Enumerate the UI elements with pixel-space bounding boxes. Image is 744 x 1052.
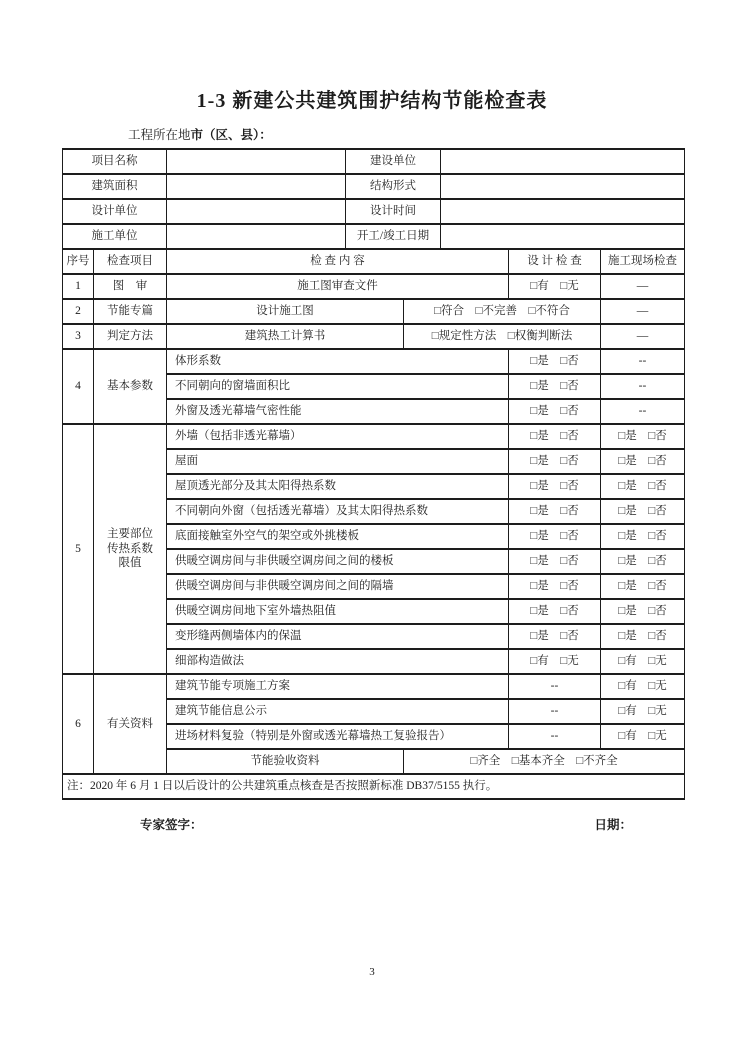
info-label: 结构形式 [346, 174, 441, 199]
table-row [63, 174, 685, 199]
design-check-options: □是 □否 [509, 399, 601, 424]
site-check-value: -- [601, 374, 685, 399]
info-label: 项目名称 [63, 149, 167, 174]
design-check-options: □是 □否 [509, 549, 601, 574]
row-content: 不同朝向外窗（包括透光幕墙）及其太阳得热系数 [167, 499, 509, 524]
table-row [63, 274, 685, 299]
row-content: 屋面 [167, 449, 509, 474]
table-row [63, 324, 685, 349]
info-label: 施工单位 [63, 224, 167, 249]
design-check-options: □是 □否 [509, 624, 601, 649]
row-content: 节能验收资料 [167, 749, 404, 774]
site-check-value: -- [601, 349, 685, 374]
site-check-options: □是 □否 [601, 499, 685, 524]
row-no: 2 [63, 299, 94, 324]
project-location-line [128, 125, 744, 143]
row-content: 体形系数 [167, 349, 509, 374]
row-content: 建筑节能信息公示 [167, 699, 509, 724]
header-site-check: 施工现场检查 [601, 249, 685, 274]
info-value-cell [167, 174, 346, 199]
table-row [63, 199, 685, 224]
design-check-options: □是 □否 [509, 574, 601, 599]
page-title: 1-3 新建公共建筑围护结构节能检查表 [196, 90, 548, 112]
row-no: 6 [63, 674, 94, 774]
design-check-options: □符合 □不完善 □不符合 [404, 299, 601, 324]
expert-signature-label: 专家签字： [140, 818, 203, 832]
design-check-value: -- [509, 724, 601, 749]
site-check-options: □是 □否 [601, 449, 685, 474]
site-check-options: □是 □否 [601, 424, 685, 449]
page-number: 3 [369, 966, 375, 978]
row-content: 细部构造做法 [167, 649, 509, 674]
design-check-value: -- [509, 699, 601, 724]
header-content: 检 查 内 容 [167, 249, 509, 274]
design-check-options: □规定性方法 □权衡判断法 [404, 324, 601, 349]
info-value-cell [167, 149, 346, 174]
site-check-options: □有 □无 [601, 724, 685, 749]
table-row [63, 774, 685, 799]
info-label: 设计单位 [63, 199, 167, 224]
header-design-check: 设 计 检 查 [509, 249, 601, 274]
row-content: 建筑热工计算书 [167, 324, 404, 349]
project-location-bold: 市（区、县）： [190, 128, 272, 142]
row-no: 4 [63, 349, 94, 424]
design-check-options: □有 □无 [509, 649, 601, 674]
site-check-options: □有 □无 [601, 674, 685, 699]
row-content: 建筑节能专项施工方案 [167, 674, 509, 699]
row-content: 屋顶透光部分及其太阳得热系数 [167, 474, 509, 499]
site-check-options: □有 □无 [601, 699, 685, 724]
info-value-cell [167, 199, 346, 224]
table-row [63, 349, 685, 374]
design-check-options: □是 □否 [509, 374, 601, 399]
row-content: 变形缝两侧墙体内的保温 [167, 624, 509, 649]
site-check-value: — [601, 299, 685, 324]
project-info-table [62, 148, 685, 250]
site-check-options: □有 □无 [601, 649, 685, 674]
row-item: 有关资料 [94, 674, 167, 774]
site-check-value: — [601, 274, 685, 299]
site-check-value: — [601, 324, 685, 349]
design-check-options: □是 □否 [509, 449, 601, 474]
info-value-cell [441, 174, 685, 199]
info-label: 建设单位 [346, 149, 441, 174]
row-item: 基本参数 [94, 349, 167, 424]
site-check-options: □是 □否 [601, 524, 685, 549]
info-value-cell [441, 149, 685, 174]
row-content: 供暖空调房间地下室外墙热阻值 [167, 599, 509, 624]
table-row [63, 149, 685, 174]
row-no: 1 [63, 274, 94, 299]
signature-line [62, 815, 684, 833]
row-item: 图 审 [94, 274, 167, 299]
header-item: 检查项目 [94, 249, 167, 274]
design-check-options: □是 □否 [509, 599, 601, 624]
table-row [63, 224, 685, 249]
table-header-row [63, 249, 685, 274]
row-no: 3 [63, 324, 94, 349]
row-content: 不同朝向的窗墙面积比 [167, 374, 509, 399]
row-no: 5 [63, 424, 94, 674]
row-content: 施工图审查文件 [167, 274, 509, 299]
row-item: 节能专篇 [94, 299, 167, 324]
row-content: 外窗及透光幕墙气密性能 [167, 399, 509, 424]
table-row [63, 674, 685, 699]
table-row [63, 299, 685, 324]
site-check-options: □是 □否 [601, 624, 685, 649]
info-label: 开工/竣工日期 [346, 224, 441, 249]
design-check-options: □是 □否 [509, 524, 601, 549]
row-content: 进场材料复验（特别是外窗或透光幕墙热工复验报告） [167, 724, 509, 749]
row-content: 供暖空调房间与非供暖空调房间之间的隔墙 [167, 574, 509, 599]
design-check-options: □是 □否 [509, 349, 601, 374]
row-item: 判定方法 [94, 324, 167, 349]
table-row [63, 424, 685, 449]
project-location-prefix: 工程所在地 [128, 128, 191, 142]
note-row: 注：2020 年 6 月 1 日以后设计的公共建筑重点核查是否按照新标准 DB37/5155 执行。 [63, 774, 685, 799]
site-check-options: □是 □否 [601, 599, 685, 624]
checklist-table [62, 248, 685, 800]
design-check-options: □是 □否 [509, 499, 601, 524]
info-value-cell [441, 224, 685, 249]
site-check-value: -- [601, 399, 685, 424]
site-check-options: □是 □否 [601, 549, 685, 574]
info-label: 设计时间 [346, 199, 441, 224]
row-content: 设计施工图 [167, 299, 404, 324]
info-value-cell [441, 199, 685, 224]
info-value-cell [167, 224, 346, 249]
acceptance-options: □齐全 □基本齐全 □不齐全 [404, 749, 685, 774]
row-item: 主要部位传热系数限值 [94, 424, 167, 674]
header-no: 序号 [63, 249, 94, 274]
site-check-options: □是 □否 [601, 474, 685, 499]
row-content: 供暖空调房间与非供暖空调房间之间的楼板 [167, 549, 509, 574]
row-content: 外墙（包括非透光幕墙） [167, 424, 509, 449]
date-label: 日期： [594, 818, 632, 832]
row-content: 底面接触室外空气的架空或外挑楼板 [167, 524, 509, 549]
design-check-options: □是 □否 [509, 474, 601, 499]
design-check-options: □是 □否 [509, 424, 601, 449]
site-check-options: □是 □否 [601, 574, 685, 599]
design-check-value: -- [509, 674, 601, 699]
info-label: 建筑面积 [63, 174, 167, 199]
design-check-options: □有 □无 [509, 274, 601, 299]
